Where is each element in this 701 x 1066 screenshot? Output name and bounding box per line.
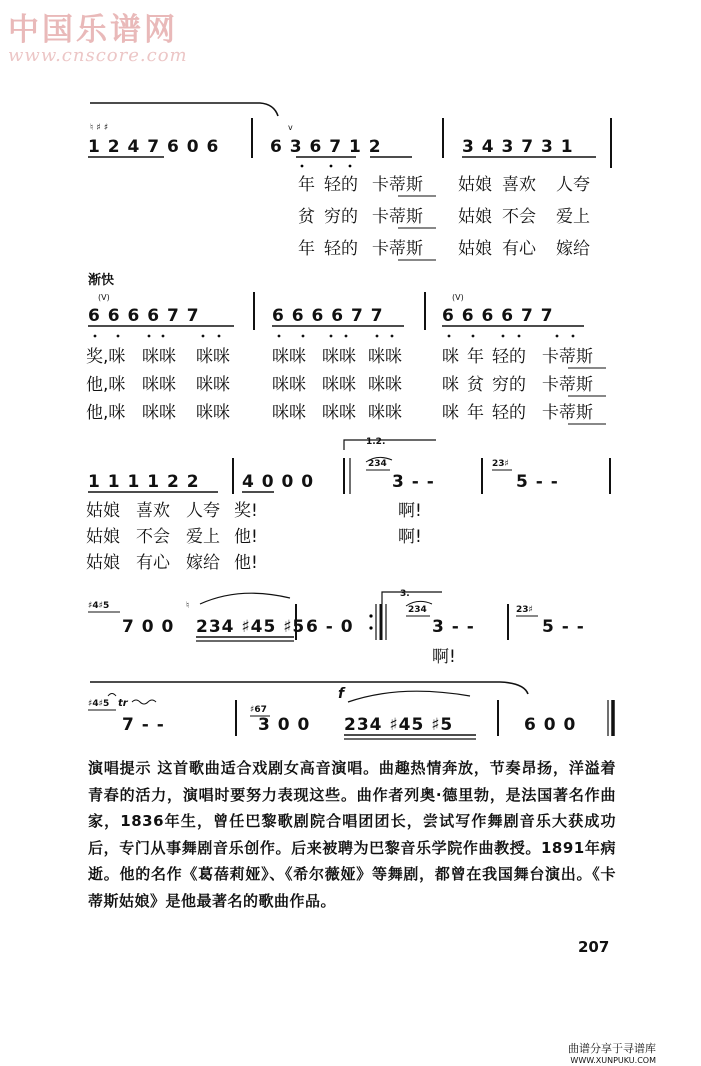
accidental-marks: ♮ ♯ ♯ <box>90 123 109 133</box>
ah-2: 啊! <box>398 527 422 547</box>
svg-text:咪咪: 咪咪 <box>368 375 402 395</box>
svg-text:嫁给: 嫁给 <box>186 553 220 573</box>
lyrics-verse-3 <box>86 402 593 423</box>
svg-text:有心: 有心 <box>136 553 170 573</box>
lyrics-verse-1 <box>86 501 422 521</box>
score-system-2 <box>86 272 606 424</box>
svg-text:他!: 他! <box>234 527 258 547</box>
svg-text:年: 年 <box>298 175 315 195</box>
svg-text:咪咪: 咪咪 <box>272 375 306 395</box>
notes-heading: 演唱提示 <box>88 759 152 777</box>
notes-measure-1: 7 0 0 <box>122 617 175 637</box>
score-system-3 <box>86 437 610 573</box>
lyrics-verse-3 <box>86 553 258 573</box>
volta-label: 3. <box>400 589 410 599</box>
volta-label: 1.2. <box>366 437 386 447</box>
svg-text:爱上: 爱上 <box>186 527 220 547</box>
svg-text:卡蒂斯: 卡蒂斯 <box>542 375 593 395</box>
svg-text:轻的: 轻的 <box>324 175 358 195</box>
svg-text:轻的: 轻的 <box>492 403 526 423</box>
grace-notes-2: 23♯ <box>492 459 509 469</box>
svg-text:卡蒂斯: 卡蒂斯 <box>542 403 593 423</box>
svg-text:姑娘: 姑娘 <box>86 553 120 573</box>
grace-notes-1: ♯4♯5 <box>88 601 110 611</box>
grace-notes-2: 234 <box>408 605 427 615</box>
score-system-5 <box>88 682 613 739</box>
svg-text:咪咪: 咪咪 <box>196 375 230 395</box>
lyrics-verse-1 <box>86 346 593 367</box>
notes-measure-2: 6 6 6 6 7 7 <box>272 306 384 326</box>
svg-text:他,咪: 他,咪 <box>86 375 126 395</box>
svg-text:姑娘: 姑娘 <box>458 207 492 227</box>
performance-notes <box>88 755 616 914</box>
natural-sign: ♮ <box>186 601 190 611</box>
footer-text: 曲谱分享于寻谱库 <box>568 1042 656 1055</box>
watermark-url: www.cnscore.com <box>8 45 188 66</box>
svg-text:轻的: 轻的 <box>324 239 358 259</box>
svg-text:不会: 不会 <box>136 527 170 547</box>
svg-text:卡蒂斯: 卡蒂斯 <box>372 175 423 195</box>
notes-measure-4: 5 - - <box>516 472 559 492</box>
grace-notes-1: ♯4♯5 <box>88 699 110 709</box>
svg-text:不会: 不会 <box>502 207 536 227</box>
breath-mark-2: (V) <box>452 293 464 302</box>
svg-text:姑娘: 姑娘 <box>86 527 120 547</box>
notes-measure-4: 5 - - <box>542 617 585 637</box>
svg-text:人夸: 人夸 <box>556 175 590 195</box>
breath-mark-1: (V) <box>98 293 110 302</box>
notes-measure-2: 6 - 0 <box>306 617 354 637</box>
notes-measure-3: 6 0 0 <box>524 715 577 735</box>
svg-text:年: 年 <box>298 239 315 259</box>
footer-url: WWW.XUNPUKU.COM <box>570 1056 656 1065</box>
notes-measure-1: 6 6 6 6 7 7 <box>88 306 200 326</box>
svg-text:他!: 他! <box>234 553 258 573</box>
notes-measure-3: 3 - - <box>432 617 475 637</box>
trill-mark: tr <box>118 698 128 709</box>
svg-text:嫁给: 嫁给 <box>556 239 590 259</box>
svg-text:爱上: 爱上 <box>556 207 590 227</box>
lyrics-verse-1 <box>298 174 590 195</box>
score-system-4 <box>88 589 585 667</box>
svg-text:奖!: 奖! <box>234 501 258 521</box>
svg-text:姑娘: 姑娘 <box>458 239 492 259</box>
svg-text:喜欢: 喜欢 <box>502 175 536 195</box>
tempo-marking: 渐快 <box>88 273 115 288</box>
svg-text:奖,咪: 奖,咪 <box>86 347 126 367</box>
lyrics-verse-2 <box>298 207 590 227</box>
svg-text:咪咪: 咪咪 <box>368 403 402 423</box>
watermark-logo-text: 中国乐谱网 <box>8 12 178 48</box>
grace-notes-1: 234 <box>368 459 387 469</box>
svg-text:咪咪: 咪咪 <box>142 403 176 423</box>
svg-text:咪咪: 咪咪 <box>322 375 356 395</box>
page-number: 207 <box>578 938 610 956</box>
ah-1: 啊! <box>398 501 422 521</box>
notes-measure-3: 3 - - <box>392 472 435 492</box>
svg-text:咪咪: 咪咪 <box>196 403 230 423</box>
svg-text:卡蒂斯: 卡蒂斯 <box>372 239 423 259</box>
lyrics-verse-2 <box>86 527 422 547</box>
svg-text:穷的: 穷的 <box>324 207 358 227</box>
lyrics-verse-3 <box>298 238 590 259</box>
grace-notes-3: 23♯ <box>516 605 533 615</box>
notes-measure-2: 6 3 6 7 1 2 <box>270 137 382 157</box>
svg-text:有心: 有心 <box>502 239 536 259</box>
notes-measure-3: 3 4 3 7 3 1 <box>462 137 574 157</box>
svg-text:轻的: 轻的 <box>492 347 526 367</box>
svg-text:咪咪: 咪咪 <box>272 403 306 423</box>
svg-text:贫: 贫 <box>298 207 315 227</box>
svg-text:年: 年 <box>467 347 484 367</box>
svg-text:人夸: 人夸 <box>186 501 220 521</box>
grace-notes-2: ♯67 <box>250 705 267 715</box>
svg-text:咪咪: 咪咪 <box>142 347 176 367</box>
footer-watermark <box>568 1040 656 1065</box>
svg-text:咪咪: 咪咪 <box>142 375 176 395</box>
lyrics-verse-2 <box>86 375 593 395</box>
svg-text:咪咪: 咪咪 <box>196 347 230 367</box>
svg-text:贫: 贫 <box>467 375 484 395</box>
svg-text:卡蒂斯: 卡蒂斯 <box>542 347 593 367</box>
svg-text:年: 年 <box>467 403 484 423</box>
svg-text:咪咪: 咪咪 <box>272 347 306 367</box>
svg-text:穷的: 穷的 <box>492 375 526 395</box>
ah-lyric: 啊! <box>432 647 456 667</box>
svg-text:姑娘: 姑娘 <box>458 175 492 195</box>
svg-text:他,咪: 他,咪 <box>86 403 126 423</box>
notes-measure-2: 4 0 0 0 <box>242 472 315 492</box>
breath-mark: v <box>288 123 293 132</box>
svg-text:咪咪: 咪咪 <box>322 347 356 367</box>
svg-text:咪: 咪 <box>442 403 459 423</box>
svg-text:咪: 咪 <box>442 375 459 395</box>
svg-text:咪咪: 咪咪 <box>368 347 402 367</box>
notes-body: 这首歌曲适合戏剧女高音演唱。曲趣热情奔放，节奏昂扬，洋溢着青春的活力，演唱时要努力表现这些。曲作者列奥·德里勃，是法国著名作曲家，1836年生，曾任巴黎歌剧院合唱团团长，尝试写作舞剧音乐大获成功后，专门从事舞剧音乐创作。后来被聘为巴黎音乐学院作曲教授。1891年病逝。他的名作《葛蓓莉娅》、《希尔薇娅》等舞剧，都曾在我国舞台演出。《卡蒂斯姑娘》是他最著名的歌曲作品。 <box>88 759 616 910</box>
notes-measure-3: 6 6 6 6 7 7 <box>442 306 554 326</box>
run-notes: 234 ♯45 ♯5 <box>196 617 306 637</box>
dynamic-forte: f <box>338 686 345 702</box>
notes-measure-1: 1 2 4 7 6 0 6 <box>88 137 220 157</box>
svg-text:姑娘: 姑娘 <box>86 501 120 521</box>
score-system-1 <box>88 103 611 260</box>
svg-text:咪: 咪 <box>442 347 459 367</box>
run-notes: 234 ♯45 ♯5 <box>344 715 454 735</box>
svg-text:咪咪: 咪咪 <box>322 403 356 423</box>
svg-text:卡蒂斯: 卡蒂斯 <box>372 207 423 227</box>
notes-measure-1: 7 - - <box>122 715 165 735</box>
svg-text:喜欢: 喜欢 <box>136 501 170 521</box>
notes-measure-1: 1 1 1 1 2 2 <box>88 472 200 492</box>
notes-measure-2: 3 0 0 <box>258 715 311 735</box>
